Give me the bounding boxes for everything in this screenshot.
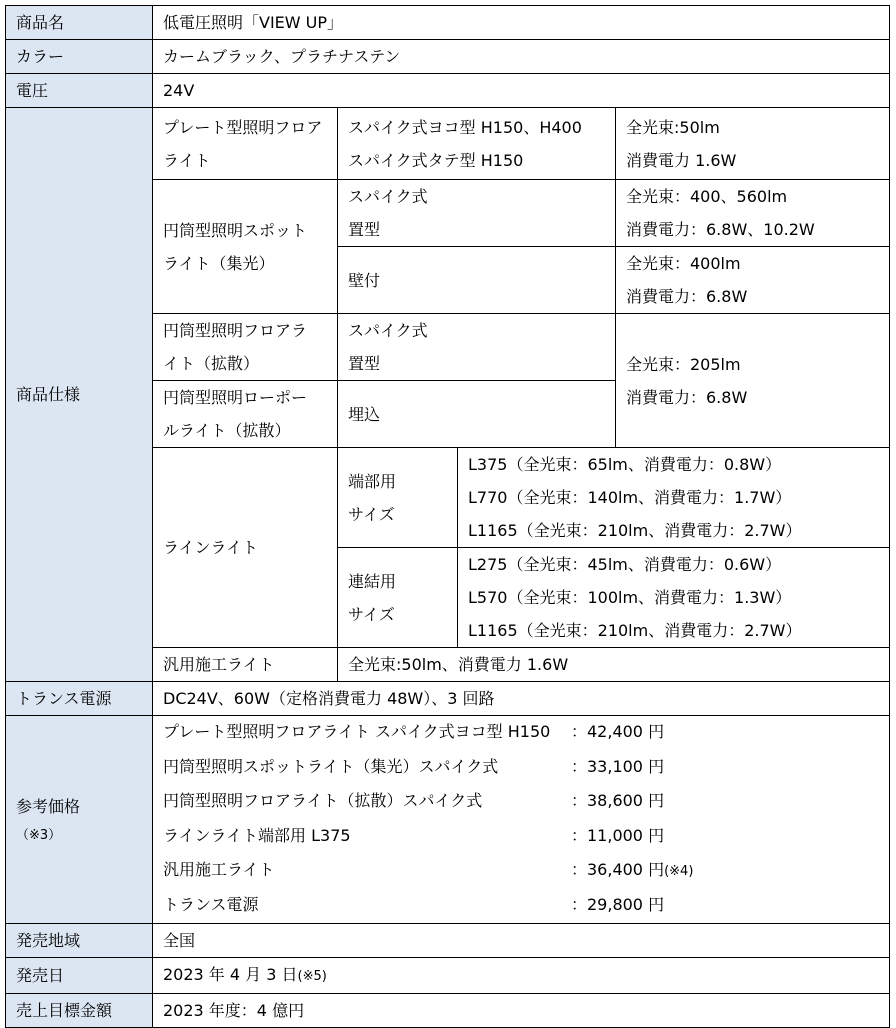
voltage-value: 24V <box>153 74 890 108</box>
price-item-name: 円筒型照明スポットライト（集光）スパイク式 <box>163 756 499 776</box>
spot-wall-type: 壁付 <box>338 247 616 314</box>
color-value: カームブラック、プラチナステン <box>153 40 890 74</box>
date-value: 2023 年 4 月 3 日(※5) <box>153 958 890 994</box>
price-list <box>153 716 890 924</box>
spot-spike-perf: 全光束：400、560lm 消費電力：6.8W、10.2W <box>616 180 890 247</box>
area-label: 発売地域 <box>6 924 153 958</box>
general-perf: 全光束:50lm、消費電力 1.6W <box>338 648 890 682</box>
line-joint-items: L275（全光束：45lm、消費電力：0.6W） L570（全光束：100lm、消費電力：1.3W） L1165（全光束：210lm、消費電力：2.7W） <box>458 548 890 648</box>
line-joint-type: 連結用 サイズ <box>338 548 458 648</box>
plate-type: スパイク式ヨコ型 H150、H400 スパイク式タテ型 H150 <box>338 108 616 180</box>
spec-table <box>5 5 890 1028</box>
price-item-value: ：33,100 円 <box>571 756 665 776</box>
price-item-name: 汎用施工ライト <box>163 860 275 879</box>
price-item-name: プレート型照明フロアライト スパイク式ヨコ型 H150 <box>163 722 551 741</box>
floor-name: 円筒型照明フロアラ イト（拡散） <box>153 314 338 381</box>
lowpole-name: 円筒型照明ローポー ルライト（拡散） <box>153 381 338 448</box>
price-item-value: ：29,800 円 <box>571 894 665 914</box>
lowpole-type: 埋込 <box>338 381 616 448</box>
line-end-type: 端部用 サイズ <box>338 448 458 548</box>
spot-wall-perf: 全光束：400lm 消費電力：6.8W <box>616 247 890 314</box>
price-item-name: ラインライト端部用 L375 <box>163 825 351 845</box>
color-label: カラー <box>6 40 153 74</box>
target-value: 2023 年度：4 億円 <box>153 994 890 1028</box>
price-label: 参考価格 （※3） <box>6 716 153 924</box>
area-value: 全国 <box>153 924 890 958</box>
price-item-value: ：38,600 円 <box>571 791 665 810</box>
line-name: ラインライト <box>153 448 338 648</box>
diffuse-perf: 全光束：205lm 消費電力：6.8W <box>616 314 890 448</box>
target-label: 売上目標金額 <box>6 994 153 1028</box>
spot-spike-type: スパイク式 置型 <box>338 180 616 247</box>
price-item-value: ：36,400 円(※4) <box>571 860 694 879</box>
voltage-label: 電圧 <box>6 74 153 108</box>
transformer-label: トランス電源 <box>6 682 153 716</box>
line-end-items: L375（全光束：65lm、消費電力：0.8W） L770（全光束：140lm、消費電力：1.7W） L1165（全光束：210lm、消費電力：2.7W） <box>458 448 890 548</box>
price-item-name: 円筒型照明フロアライト（拡散）スパイク式 <box>163 791 483 810</box>
price-item-value: ：42,400 円 <box>571 722 665 741</box>
date-label: 発売日 <box>6 958 153 994</box>
spec-label: 商品仕様 <box>6 108 153 682</box>
price-item-value: ：11,000 円 <box>571 825 665 845</box>
plate-name: プレート型照明フロア ライト <box>153 108 338 180</box>
name-value: 低電圧照明「VIEW UP」 <box>153 6 890 40</box>
name-label: 商品名 <box>6 6 153 40</box>
floor-type: スパイク式 置型 <box>338 314 616 381</box>
price-item-name: トランス電源 <box>163 894 259 914</box>
general-name: 汎用施工ライト <box>153 648 338 682</box>
transformer-value: DC24V、60W（定格消費電力 48W）、3 回路 <box>153 682 890 716</box>
spot-name: 円筒型照明スポット ライト（集光） <box>153 180 338 314</box>
plate-perf: 全光束:50lm 消費電力 1.6W <box>616 108 890 180</box>
